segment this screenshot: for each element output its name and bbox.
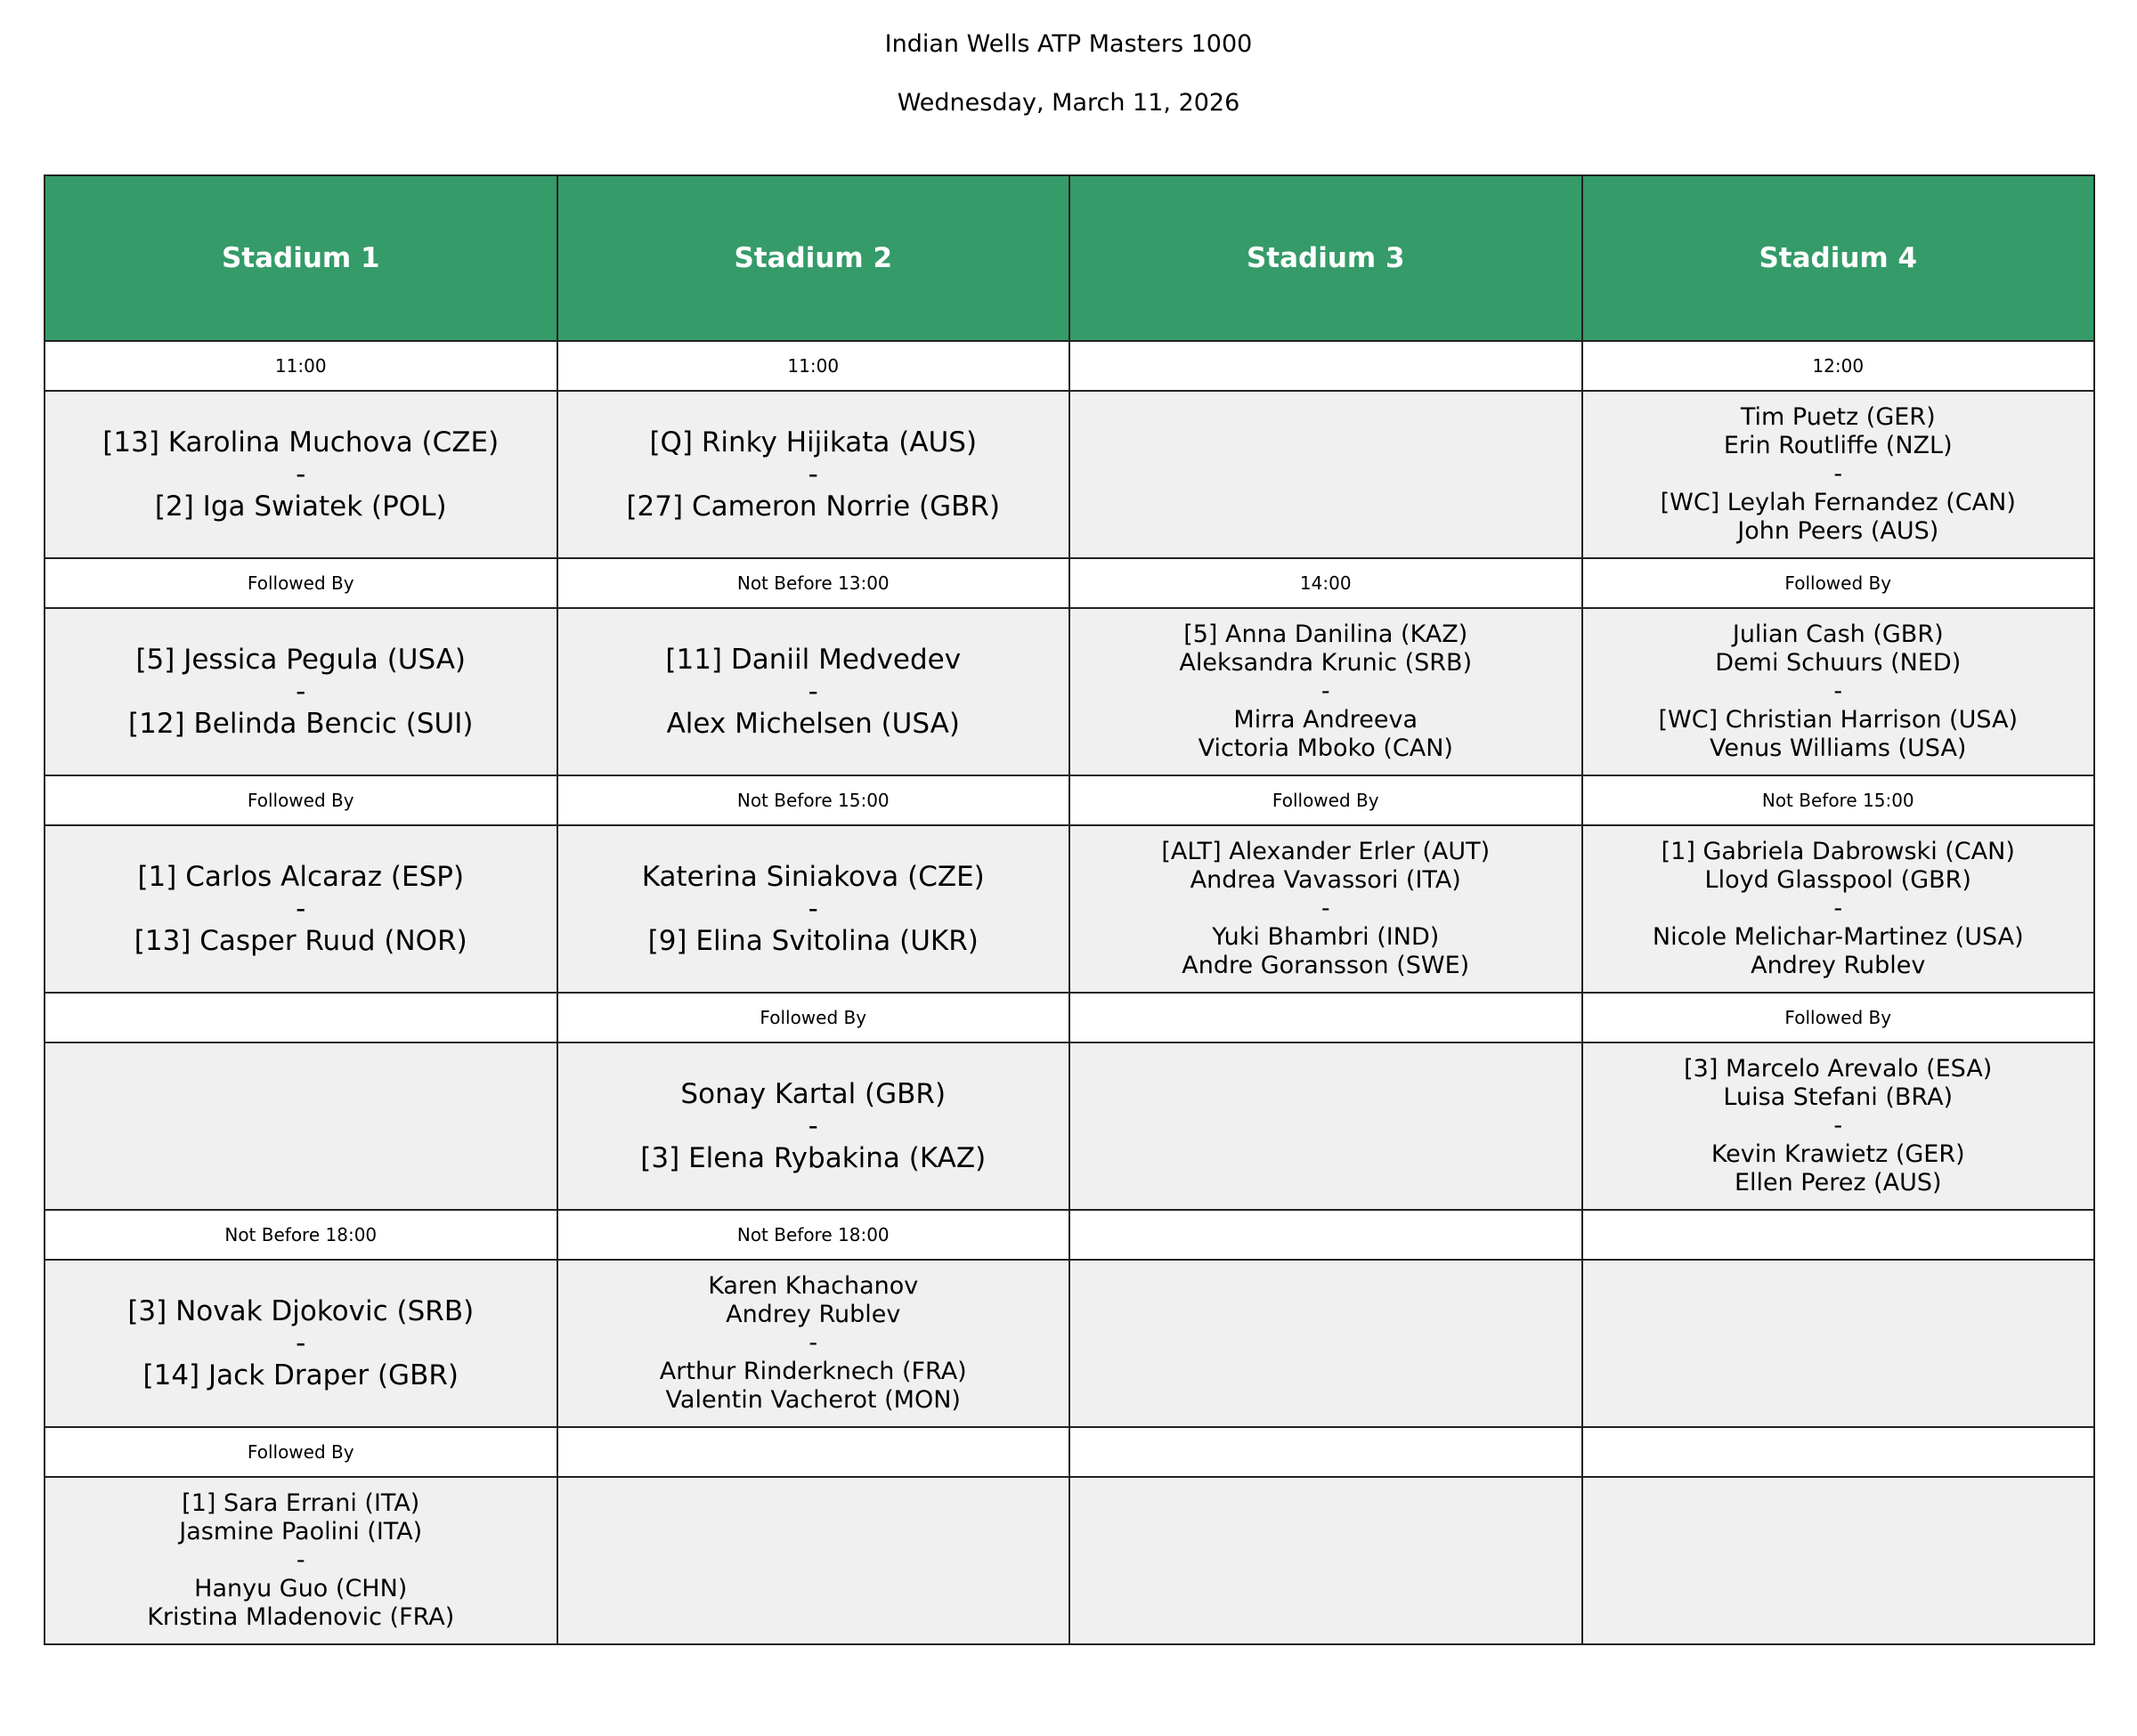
player-name: [5] Anna Danilina (KAZ) — [1183, 621, 1468, 648]
match-time-label — [1069, 341, 1582, 391]
player-name: [1] Sara Errani (ITA) — [182, 1489, 420, 1517]
match-cell — [1069, 825, 1582, 993]
empty-match-cell — [1582, 1260, 2095, 1427]
versus-separator: - — [296, 893, 306, 925]
player-name: [5] Jessica Pegula (USA) — [135, 644, 467, 676]
player-name: [1] Gabriela Dabrowski (CAN) — [1661, 838, 2015, 865]
match-row — [45, 391, 2094, 558]
player-name: [2] Iga Swiatek (POL) — [154, 491, 447, 523]
court-header-stadium-2: Stadium 2 — [557, 175, 1070, 341]
time-row — [45, 558, 2094, 608]
player-name: Sonay Kartal (GBR) — [680, 1078, 947, 1110]
versus-separator: - — [1833, 460, 1843, 488]
player-name: [3] Marcelo Arevalo (ESA) — [1684, 1055, 1993, 1083]
match-cell — [1069, 608, 1582, 775]
player-name: Jasmine Paolini (ITA) — [179, 1518, 423, 1545]
versus-separator: - — [1833, 895, 1843, 922]
player-name: [13] Karolina Muchova (CZE) — [102, 426, 500, 458]
player-name: Julian Cash (GBR) — [1732, 621, 1944, 648]
player-name: [12] Belinda Bencic (SUI) — [128, 708, 474, 740]
court-header-stadium-4: Stadium 4 — [1582, 175, 2095, 341]
match-time-label: Followed By — [45, 558, 557, 608]
match-cell — [45, 825, 557, 993]
match-time-label: Followed By — [45, 1427, 557, 1477]
match-time-label: Not Before 13:00 — [557, 558, 1070, 608]
match-time-label: Followed By — [45, 775, 557, 825]
versus-separator: - — [1320, 895, 1330, 922]
match-row — [45, 1477, 2094, 1644]
player-name: Katerina Siniakova (CZE) — [641, 861, 985, 893]
match-row — [45, 1260, 2094, 1427]
versus-separator: - — [808, 458, 818, 491]
match-time-label: Followed By — [557, 993, 1070, 1042]
match-time-label — [45, 993, 557, 1042]
match-cell — [45, 391, 557, 558]
versus-separator: - — [1320, 677, 1330, 705]
player-name: [1] Carlos Alcaraz (ESP) — [137, 861, 465, 893]
player-name: [27] Cameron Norrie (GBR) — [626, 491, 1001, 523]
player-name: Hanyu Guo (CHN) — [194, 1575, 408, 1602]
court-header-row — [45, 175, 2094, 341]
player-name: Valentin Vacherot (MON) — [665, 1386, 961, 1414]
empty-match-cell — [1069, 1477, 1582, 1644]
versus-separator: - — [1833, 677, 1843, 705]
player-name: Aleksandra Krunic (SRB) — [1179, 649, 1473, 677]
player-name: Andre Goransson (SWE) — [1182, 952, 1470, 979]
player-name: Arthur Rinderknech (FRA) — [659, 1358, 967, 1385]
match-cell — [557, 1042, 1070, 1210]
player-name: Venus Williams (USA) — [1710, 734, 1967, 762]
match-cell — [1582, 1042, 2095, 1210]
match-cell — [557, 1260, 1070, 1427]
match-time-label: Followed By — [1582, 558, 2095, 608]
versus-separator: - — [808, 676, 818, 708]
match-time-label: 14:00 — [1069, 558, 1582, 608]
versus-separator: - — [296, 1546, 305, 1574]
match-time-label: Followed By — [1582, 993, 2095, 1042]
versus-separator: - — [296, 458, 306, 491]
match-time-label: 11:00 — [45, 341, 557, 391]
match-cell — [45, 1477, 557, 1644]
player-name: [9] Elina Svitolina (UKR) — [647, 925, 979, 957]
match-time-label: Followed By — [1069, 775, 1582, 825]
player-name: Alex Michelsen (USA) — [666, 708, 960, 740]
player-name: [3] Novak Djokovic (SRB) — [127, 1295, 475, 1327]
match-time-label — [1582, 1427, 2095, 1477]
match-cell — [1582, 608, 2095, 775]
versus-separator: - — [808, 1329, 818, 1357]
player-name: [14] Jack Draper (GBR) — [142, 1359, 459, 1391]
match-time-label: Not Before 15:00 — [557, 775, 1070, 825]
versus-separator: - — [296, 676, 306, 708]
match-time-label — [1069, 993, 1582, 1042]
player-name: [3] Elena Rybakina (KAZ) — [640, 1142, 987, 1174]
versus-separator: - — [808, 1110, 818, 1142]
match-time-label: 11:00 — [557, 341, 1070, 391]
match-row — [45, 1042, 2094, 1210]
player-name: [WC] Leylah Fernandez (CAN) — [1660, 489, 2016, 516]
empty-match-cell — [45, 1042, 557, 1210]
player-name: Andrea Vavassori (ITA) — [1190, 866, 1461, 894]
court-header-stadium-3: Stadium 3 — [1069, 175, 1582, 341]
player-name: Luisa Stefani (BRA) — [1723, 1083, 1954, 1111]
match-time-label — [557, 1427, 1070, 1477]
empty-match-cell — [1069, 391, 1582, 558]
court-header-stadium-1: Stadium 1 — [45, 175, 557, 341]
player-name: Lloyd Glasspool (GBR) — [1704, 866, 1971, 894]
player-name: John Peers (AUS) — [1737, 517, 1939, 545]
player-name: [11] Daniil Medvedev — [665, 644, 962, 676]
match-cell — [557, 391, 1070, 558]
time-row — [45, 993, 2094, 1042]
match-time-label: Not Before 15:00 — [1582, 775, 2095, 825]
player-name: Kristina Mladenovic (FRA) — [147, 1603, 455, 1631]
versus-separator: - — [1833, 1112, 1843, 1140]
time-row — [45, 775, 2094, 825]
player-name: Demi Schuurs (NED) — [1715, 649, 1962, 677]
player-name: Mirra Andreeva — [1233, 706, 1418, 734]
player-name: Andrey Rublev — [726, 1301, 901, 1328]
match-cell — [45, 1260, 557, 1427]
player-name: Karen Khachanov — [708, 1272, 919, 1300]
time-row — [45, 341, 2094, 391]
match-cell — [557, 608, 1070, 775]
match-cell — [1582, 391, 2095, 558]
player-name: Kevin Krawietz (GER) — [1710, 1140, 1965, 1168]
versus-separator: - — [808, 893, 818, 925]
player-name: Yuki Bhambri (IND) — [1212, 923, 1440, 951]
player-name: [WC] Christian Harrison (USA) — [1658, 706, 2018, 734]
player-name: Erin Routliffe (NZL) — [1723, 432, 1953, 459]
match-time-label: Not Before 18:00 — [557, 1210, 1070, 1260]
empty-match-cell — [557, 1477, 1070, 1644]
tournament-title: Indian Wells ATP Masters 1000 — [884, 30, 1253, 58]
player-name: Tim Puetz (GER) — [1740, 403, 1936, 431]
player-name: Victoria Mboko (CAN) — [1198, 734, 1453, 762]
match-cell — [557, 825, 1070, 993]
versus-separator: - — [296, 1327, 306, 1359]
match-cell — [1582, 825, 2095, 993]
schedule-date: Wednesday, March 11, 2026 — [897, 89, 1240, 117]
match-time-label: Not Before 18:00 — [45, 1210, 557, 1260]
player-name: [ALT] Alexander Erler (AUT) — [1161, 838, 1491, 865]
match-time-label — [1582, 1210, 2095, 1260]
empty-match-cell — [1069, 1042, 1582, 1210]
empty-match-cell — [1069, 1260, 1582, 1427]
player-name: Andrey Rublev — [1751, 952, 1926, 979]
match-row — [45, 825, 2094, 993]
order-of-play-table — [44, 174, 2095, 1645]
match-cell — [45, 608, 557, 775]
match-time-label — [1069, 1210, 1582, 1260]
player-name: Ellen Perez (AUS) — [1734, 1169, 1942, 1197]
player-name: [Q] Rinky Hijikata (AUS) — [649, 426, 978, 458]
empty-match-cell — [1582, 1477, 2095, 1644]
match-time-label: 12:00 — [1582, 341, 2095, 391]
time-row — [45, 1427, 2094, 1477]
match-row — [45, 608, 2094, 775]
player-name: [13] Casper Ruud (NOR) — [134, 925, 467, 957]
time-row — [45, 1210, 2094, 1260]
player-name: Nicole Melichar-Martinez (USA) — [1652, 923, 2024, 951]
match-time-label — [1069, 1427, 1582, 1477]
